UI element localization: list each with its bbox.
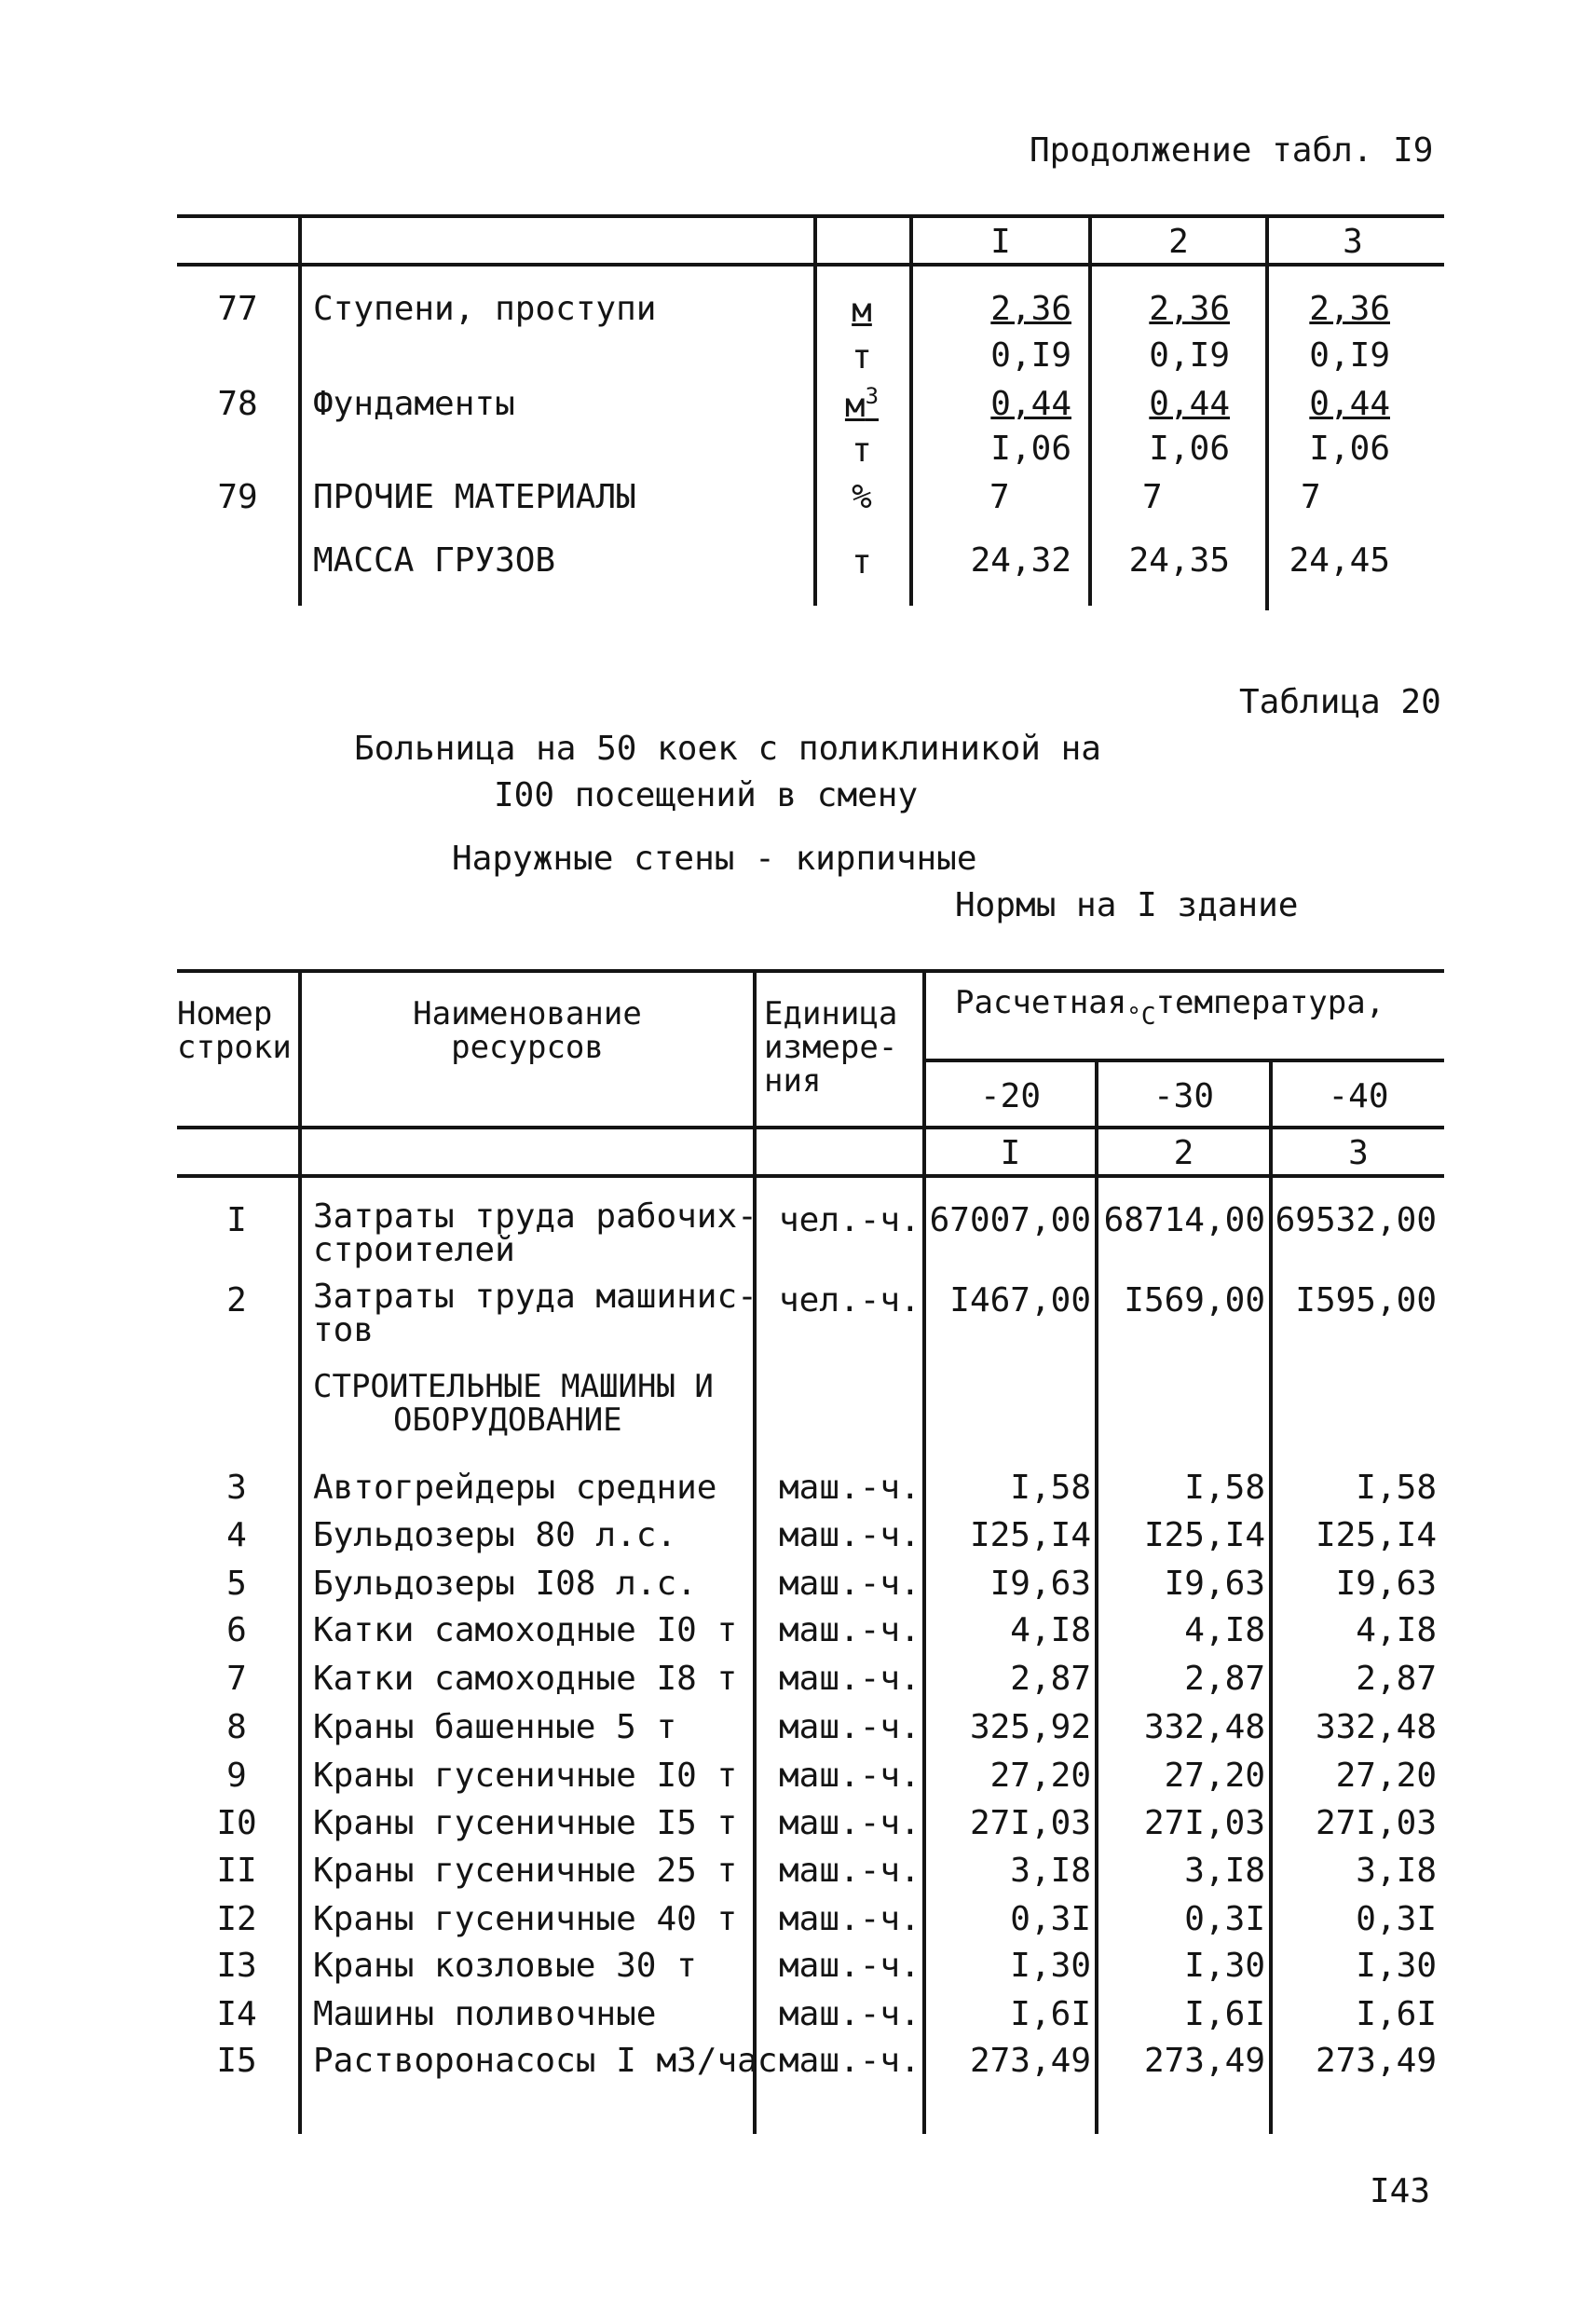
t19-row-name: МАССА ГРУЗОВ xyxy=(313,541,556,580)
t19-value: 2,36 xyxy=(1309,290,1390,328)
value-minus-20: 273,49 xyxy=(969,2042,1091,2080)
resource-name xyxy=(313,2041,778,2082)
t19-value: 0,I9 xyxy=(990,336,1071,375)
table-20-title-line1: Больница на 50 коек с поликлиникой на xyxy=(354,730,1101,768)
resource-name-line: Бульдозеры I08 л.с. xyxy=(313,1565,697,1603)
t19-col-num-2: 2 xyxy=(1168,223,1189,261)
t19-row-num: 79 xyxy=(217,478,258,516)
t19-value: 0,I9 xyxy=(1149,336,1230,375)
unit-of-measure: маш.-ч. xyxy=(779,1611,921,1649)
value-minus-30: 4,I8 xyxy=(1184,1611,1265,1649)
value-minus-20: 325,92 xyxy=(969,1708,1091,1746)
value-minus-30: I9,63 xyxy=(1164,1565,1265,1603)
resource-name xyxy=(313,1197,757,1269)
t19-value: 24,35 xyxy=(1128,541,1230,580)
value-minus-20: I25,I4 xyxy=(969,1516,1091,1554)
resource-name xyxy=(313,1280,757,1347)
value-minus-40: I9,63 xyxy=(1335,1565,1437,1603)
t19-value: 0,44 xyxy=(1149,385,1230,423)
table-20-label: Таблица 20 xyxy=(1239,683,1441,721)
header-resource-name: Наименование ресурсов xyxy=(413,995,642,1066)
resource-name-line: Бульдозеры 80 л.с. xyxy=(313,1516,677,1554)
t19-unit: м xyxy=(852,292,872,330)
t19-row-num: 77 xyxy=(217,290,258,328)
resource-name xyxy=(313,1899,737,1940)
resource-name-line: Краны гусеничные I0 т xyxy=(313,1757,738,1795)
resource-name-line: Краны гусеничные 40 т xyxy=(313,1900,738,1938)
t19-value: 0,44 xyxy=(990,385,1071,423)
t19-unit: т xyxy=(852,431,872,470)
value-minus-20: 2,87 xyxy=(1010,1660,1091,1698)
value-minus-20: I,6I xyxy=(1010,1995,1091,2033)
value-minus-40: 273,49 xyxy=(1315,2042,1437,2080)
value-minus-40: I,58 xyxy=(1356,1469,1437,1507)
value-minus-40: 3,I8 xyxy=(1356,1852,1437,1890)
header-temp-value: -20 xyxy=(979,1077,1042,1115)
header-temperature: Расчетная$_{^\circ С}$температура, xyxy=(955,984,1385,1031)
unit-of-measure: маш.-ч. xyxy=(779,1852,921,1890)
value-minus-30: 273,49 xyxy=(1143,2042,1265,2080)
value-minus-20: 0,3I xyxy=(1010,1900,1091,1938)
row-number: 5 xyxy=(226,1565,247,1603)
unit-of-measure: маш.-ч. xyxy=(779,1947,921,1985)
value-minus-20: I9,63 xyxy=(989,1565,1091,1603)
row-number: 4 xyxy=(226,1516,247,1554)
resource-name-line: Машины поливочные xyxy=(313,1995,657,2033)
unit-of-measure: маш.-ч. xyxy=(779,1516,921,1554)
t19-value: 7 xyxy=(1142,478,1163,516)
value-minus-20: 3,I8 xyxy=(1010,1852,1091,1890)
resource-name xyxy=(313,1851,737,1892)
row-number: I5 xyxy=(216,2042,257,2080)
value-minus-30: 0,3I xyxy=(1184,1900,1265,1938)
t19-value: I,06 xyxy=(1309,430,1390,468)
row-number: 2 xyxy=(226,1281,247,1320)
row-number: I4 xyxy=(216,1995,257,2033)
value-minus-20: 67007,00 xyxy=(929,1201,1091,1239)
resource-name-line: строителей xyxy=(313,1231,515,1269)
table-20-title-line2: I00 посещений в смену xyxy=(494,776,919,814)
t19-value: 24,45 xyxy=(1289,541,1390,580)
page-number: I43 xyxy=(1370,2172,1431,2210)
unit-of-measure: маш.-ч. xyxy=(779,1757,921,1795)
value-minus-40: 69532,00 xyxy=(1275,1201,1437,1239)
t19-value: 0,44 xyxy=(1309,385,1390,423)
t19-value: 7 xyxy=(989,478,1010,516)
value-minus-30: I,6I xyxy=(1184,1995,1265,2033)
resource-name xyxy=(313,1707,676,1748)
resource-name xyxy=(313,1610,737,1651)
unit-of-measure: маш.-ч. xyxy=(779,1900,921,1938)
t19-value: I,06 xyxy=(990,430,1071,468)
row-number: 3 xyxy=(226,1469,247,1507)
resource-name-line: ОБОРУДОВАНИЕ xyxy=(393,1402,622,1439)
value-minus-30: 3,I8 xyxy=(1184,1852,1265,1890)
table-20-norms: Нормы на I здание xyxy=(955,886,1299,924)
unit-of-measure: маш.-ч. xyxy=(779,1708,921,1746)
t19-value: I,06 xyxy=(1149,430,1230,468)
t19-value: 2,36 xyxy=(990,290,1071,328)
unit-of-measure: чел.-ч. xyxy=(779,1201,921,1239)
t19-unit: т xyxy=(852,543,872,581)
value-minus-40: 2,87 xyxy=(1356,1660,1437,1698)
header-col-num: 2 xyxy=(1173,1134,1194,1172)
resource-name xyxy=(313,1946,697,1987)
resource-name-line: Краны гусеничные I5 т xyxy=(313,1804,738,1842)
t19-value: 24,32 xyxy=(970,541,1071,580)
value-minus-40: 4,I8 xyxy=(1356,1611,1437,1649)
continuation-note: Продолжение табл. I9 xyxy=(1030,131,1434,170)
value-minus-20: I467,00 xyxy=(949,1281,1091,1320)
resource-name-line: Затраты труда машинис- xyxy=(313,1278,757,1316)
header-row-num: Номер строки xyxy=(177,995,292,1066)
value-minus-40: I25,I4 xyxy=(1315,1516,1437,1554)
value-minus-30: I,58 xyxy=(1184,1469,1265,1507)
value-minus-40: I,6I xyxy=(1356,1995,1437,2033)
value-minus-20: 4,I8 xyxy=(1010,1611,1091,1649)
resource-name xyxy=(313,1659,737,1700)
t19-row-name: Ступени, проступи xyxy=(313,290,657,328)
value-minus-20: I,58 xyxy=(1010,1469,1091,1507)
resource-name-text: Растворонасосы I м3/час xyxy=(313,2042,778,2080)
resource-name-line: Автогрейдеры средние xyxy=(313,1469,717,1507)
t19-row-name: Фундаменты xyxy=(313,385,515,423)
value-minus-20: 27,20 xyxy=(989,1757,1091,1795)
row-number: I0 xyxy=(216,1804,257,1842)
resource-name xyxy=(313,1468,716,1509)
unit-of-measure: чел.-ч. xyxy=(779,1281,921,1320)
t19-unit: % xyxy=(852,478,872,516)
value-minus-30: 2,87 xyxy=(1184,1660,1265,1698)
t19-col-num-1: I xyxy=(990,223,1011,261)
t19-col-num-3: 3 xyxy=(1343,223,1363,261)
table-20-subtitle: Наружные стены - кирпичные xyxy=(452,840,977,878)
row-number: 6 xyxy=(226,1611,247,1649)
resource-name-line: тов xyxy=(313,1311,375,1349)
t19-value: 7 xyxy=(1301,478,1321,516)
t19-unit: $м^3$ xyxy=(844,383,880,425)
header-temp-value: -30 xyxy=(1153,1077,1215,1115)
row-number: 7 xyxy=(226,1660,247,1698)
resource-name xyxy=(313,1994,656,2035)
unit-of-measure: маш.-ч. xyxy=(779,1565,921,1603)
resource-name xyxy=(313,1564,697,1605)
row-number: I3 xyxy=(216,1947,257,1985)
value-minus-20: 27I,03 xyxy=(969,1804,1091,1842)
value-minus-40: 0,3I xyxy=(1356,1900,1437,1938)
resource-name xyxy=(313,1803,737,1844)
t19-value: 2,36 xyxy=(1149,290,1230,328)
resource-name-line: Катки самоходные I8 т xyxy=(313,1660,738,1698)
resource-name-line: Краны козловые 30 т xyxy=(313,1947,697,1985)
header-col-num: 3 xyxy=(1348,1134,1369,1172)
row-number: I2 xyxy=(216,1900,257,1938)
row-number: 9 xyxy=(226,1757,247,1795)
value-minus-30: 332,48 xyxy=(1143,1708,1265,1746)
resource-name xyxy=(313,1756,737,1797)
value-minus-30: 68714,00 xyxy=(1103,1201,1265,1239)
unit-of-measure: маш.-ч. xyxy=(779,2042,921,2080)
resource-name-line: Затраты труда рабочих- xyxy=(313,1197,757,1236)
value-minus-30: 27I,03 xyxy=(1143,1804,1265,1842)
value-minus-20: I,30 xyxy=(1010,1947,1091,1985)
header-temp-value: -40 xyxy=(1328,1077,1389,1115)
value-minus-30: I,30 xyxy=(1184,1947,1265,1985)
resource-name xyxy=(313,1370,714,1437)
t19-value: 0,I9 xyxy=(1309,336,1390,375)
header-col-num: I xyxy=(1000,1134,1021,1172)
header-unit: Единица измере- ния xyxy=(764,995,898,1100)
row-number: I xyxy=(226,1201,247,1239)
value-minus-30: 27,20 xyxy=(1164,1757,1265,1795)
resource-name-line: Краны башенные 5 т xyxy=(313,1708,677,1746)
value-minus-40: I595,00 xyxy=(1295,1281,1437,1320)
value-minus-30: I25,I4 xyxy=(1143,1516,1265,1554)
value-minus-30: I569,00 xyxy=(1124,1281,1265,1320)
unit-of-measure: маш.-ч. xyxy=(779,1469,921,1507)
value-minus-40: 332,48 xyxy=(1315,1708,1437,1746)
value-minus-40: 27I,03 xyxy=(1315,1804,1437,1842)
row-number: II xyxy=(216,1852,257,1890)
resource-name-line: Краны гусеничные 25 т xyxy=(313,1852,738,1890)
unit-of-measure: маш.-ч. xyxy=(779,1995,921,2033)
resource-name-line: Катки самоходные I0 т xyxy=(313,1611,738,1649)
row-number: 8 xyxy=(226,1708,247,1746)
t19-row-num: 78 xyxy=(217,385,258,423)
resource-name-line: СТРОИТЕЛЬНЫЕ МАШИНЫ И xyxy=(313,1368,714,1405)
t19-row-name: ПРОЧИЕ МАТЕРИАЛЫ xyxy=(313,478,636,516)
value-minus-40: 27,20 xyxy=(1335,1757,1437,1795)
t19-unit: т xyxy=(852,338,872,376)
resource-name xyxy=(313,1515,676,1556)
value-minus-40: I,30 xyxy=(1356,1947,1437,1985)
unit-of-measure: маш.-ч. xyxy=(779,1804,921,1842)
unit-of-measure: маш.-ч. xyxy=(779,1660,921,1698)
